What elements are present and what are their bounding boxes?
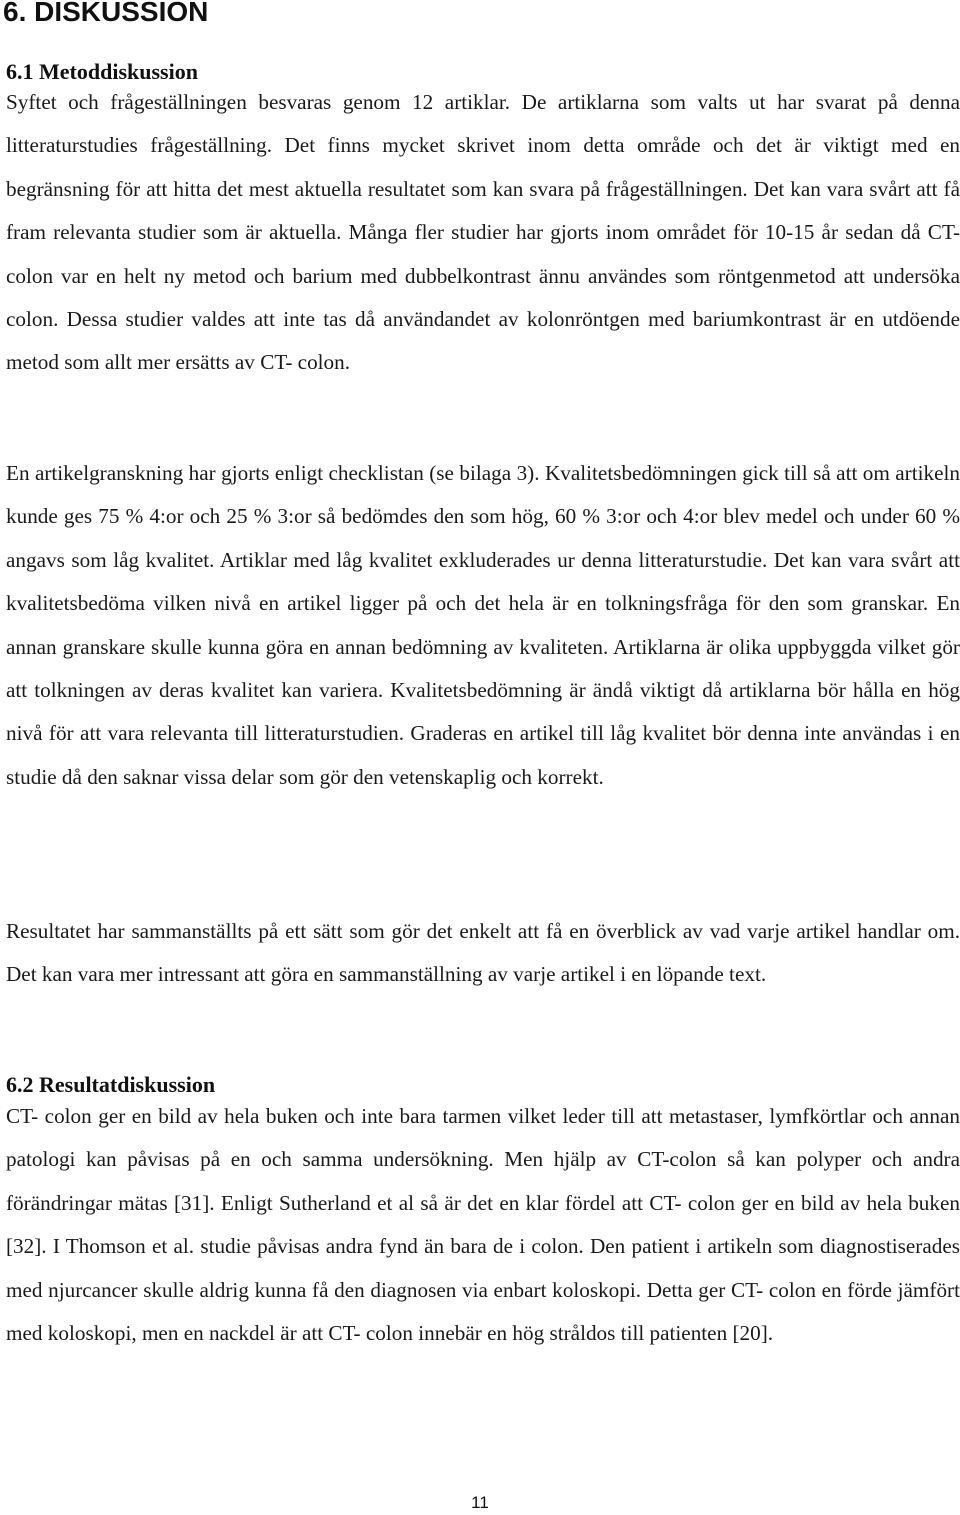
paragraph-metod-1: Syftet och frågeställningen besvaras genom 12 artiklar. De artiklarna som valts ut har svarat på denna litteraturstudies frågeställning. Det finns mycket skrivet inom detta område och det är viktigt med en begränsning för att hitta det mest aktuella resultatet som kan svara på frågeställningen. Det kan vara svårt att få fram relevanta studier som är aktuella. Många fler studier har gjorts inom området för 10-15 år sedan då CT- colon var en helt ny metod och barium med dubbelkontrast ännu användes som röntgenmetod att undersöka colon. Dessa studier valdes att inte tas då användandet av kolonröntgen med bariumkontrast är en utdöende metod som allt mer ersätts av CT- colon.	[6, 90, 960, 375]
page-number: 11	[471, 1493, 489, 1512]
paragraph-metod-3: Resultatet har sammanställts på ett sätt som gör det enkelt att få en överblick av vad varje artikel handlar om. Det kan vara mer intressant att göra en sammanställning av varje artikel i en löpande text.	[6, 919, 960, 987]
paragraph-resultat-1: CT- colon ger en bild av hela buken och inte bara tarmen vilket leder till att metastaser, lymfkörtlar och annan patologi kan påvisas på en och samma undersökning. Men hjälp av CT-colon så kan polyper och andra förändringar mätas [31]. Enligt Sutherland et al så är det en klar fördel att CT- colon ger en bild av hela buken [32]. I Thomson et al. studie påvisas andra fynd än bara de i colon. Den patient i artikeln som diagnostiserades med njurcancer skulle aldrig kunna få den diagnosen via enbart koloskopi. Detta ger CT- colon en förde jämfört med koloskopi, men en nackdel är att CT- colon innebär en hög stråldos till patienten [20].	[6, 1104, 960, 1346]
section-heading-metoddiskussion: 6.1 Metoddiskussion	[6, 59, 198, 84]
chapter-title: 6. DISKUSSION	[3, 0, 209, 27]
paragraph-metod-2: En artikelgranskning har gjorts enligt checklistan (se bilaga 3). Kvalitetsbedömningen gick till så att om artikeln kunde ges 75 % 4:or och 25 % 3:or så bedömdes den som hög, 60 % 3:or och 4:or blev medel och under 60 % angavs som låg kvalitet. Artiklar med låg kvalitet exkluderades ur denna litteraturstudie. Det kan vara svårt att kvalitetsbedöma vilken nivå en artikel ligger på och det hela är en tolkningsfråga för den som granskar. En annan granskare skulle kunna göra en annan bedömning av kvaliteten. Artiklarna är olika uppbyggda vilket gör att tolkningen av deras kvalitet kan variera. Kvalitetsbedömning är ändå viktigt då artiklarna bör hålla en hög nivå för att vara relevanta till litteraturstudien. Graderas en artikel till låg kvalitet bör denna inte användas i en studie då den saknar vissa delar som gör den vetenskaplig och korrekt.	[6, 461, 960, 789]
section-heading-resultatdiskussion: 6.2 Resultatdiskussion	[6, 1072, 216, 1097]
